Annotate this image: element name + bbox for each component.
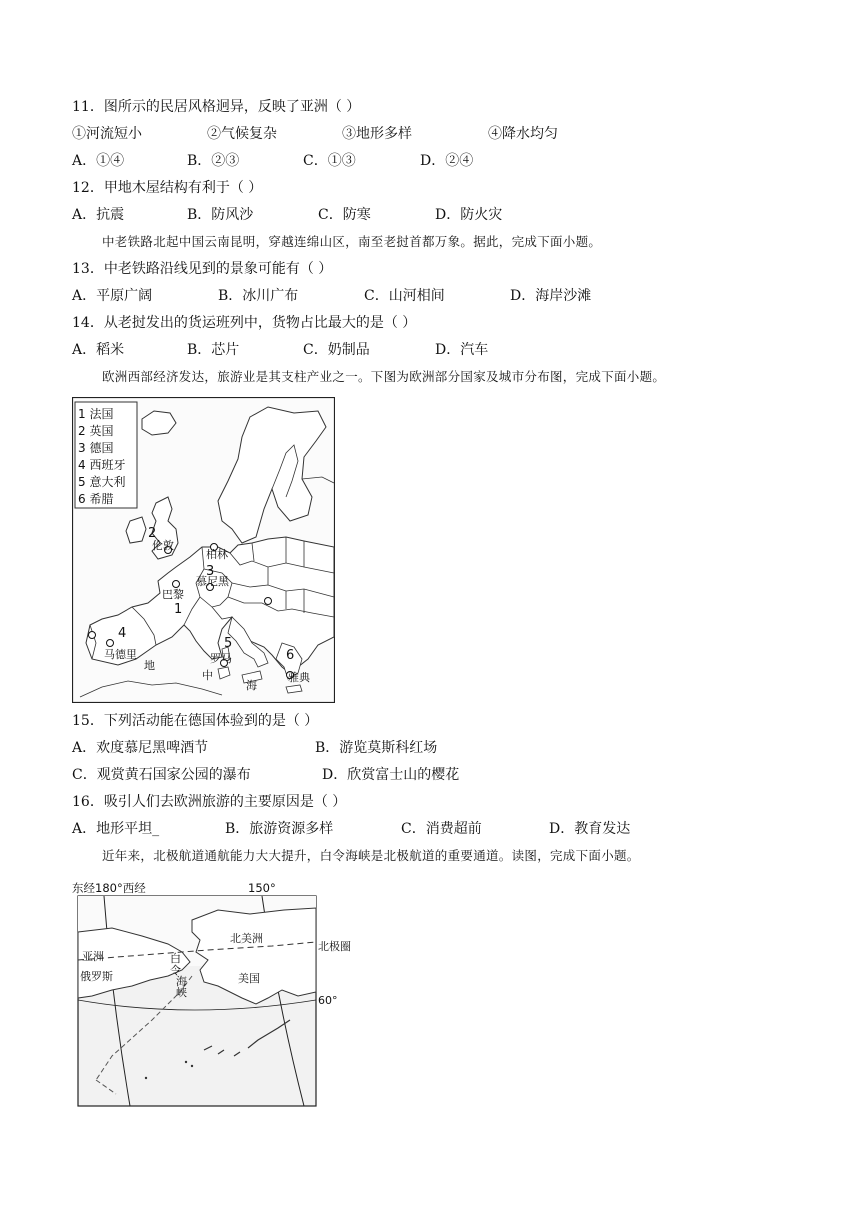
legend-item-4: 4 西班牙 bbox=[78, 458, 126, 472]
q11-option-a: A．①④ bbox=[72, 153, 125, 169]
q15-option-a: A．欢度慕尼黑啤酒节 bbox=[72, 740, 209, 756]
strait-char-4: 峡 bbox=[176, 986, 187, 999]
asia-label: 亚洲 bbox=[82, 950, 104, 963]
q13-option-d: D．海岸沙滩 bbox=[510, 288, 592, 304]
latitude-60-label: 60° bbox=[318, 994, 338, 1007]
q13-option-c: C．山河相间 bbox=[364, 288, 445, 304]
q16-option-a: A．地形平坦_ bbox=[72, 821, 160, 837]
question-11-stem: 11．图所示的民居风格迥异，反映了亚洲（ ） bbox=[72, 99, 361, 115]
q14-option-a: A．稻米 bbox=[72, 342, 125, 358]
q12-option-a: A．抗震 bbox=[72, 207, 125, 223]
longitude-150-label: 150° bbox=[248, 881, 276, 895]
q14-option-b: B．芯片 bbox=[187, 342, 240, 358]
q12-option-b: B．防风沙 bbox=[187, 207, 254, 223]
q16-option-c: C．消费超前 bbox=[401, 821, 482, 837]
sea-label-hai: 海 bbox=[246, 679, 257, 692]
legend-item-6: 6 希腊 bbox=[78, 492, 114, 506]
strait-char-1: 白 bbox=[170, 952, 181, 965]
city-rome: 罗马 bbox=[210, 652, 232, 665]
question-12-stem: 12．甲地木屋结构有利于（ ） bbox=[72, 180, 263, 196]
north-america-label: 北美洲 bbox=[230, 932, 263, 945]
q15-option-c: C．观赏黄石国家公园的瀑布 bbox=[72, 767, 251, 783]
q12-option-d: D．防火灾 bbox=[435, 207, 503, 223]
arctic-circle-label: 北极圈 bbox=[318, 940, 351, 953]
q14-option-c: C．奶制品 bbox=[303, 342, 370, 358]
q15-option-b: B．游览莫斯科红场 bbox=[315, 740, 438, 756]
q11-option-d: D．②④ bbox=[420, 153, 474, 169]
q11-option-b: B．②③ bbox=[187, 153, 240, 169]
q15-option-d: D．欣赏富士山的樱花 bbox=[322, 767, 460, 783]
question-13-stem: 13．中老铁路沿线见到的景象可能有（ ） bbox=[72, 261, 333, 277]
city-berlin: 柏林 bbox=[206, 548, 228, 561]
russia-label: 俄罗斯 bbox=[80, 970, 113, 983]
question-16-stem: 16．吸引人们去欧洲旅游的主要原因是（ ） bbox=[72, 794, 347, 810]
q12-option-c: C．防寒 bbox=[318, 207, 371, 223]
legend-item-3: 3 德国 bbox=[78, 441, 114, 455]
city-madrid: 马德里 bbox=[104, 648, 137, 661]
country-number-4: 4 bbox=[118, 626, 127, 641]
intro-13-14: 中老铁路北起中国云南昆明，穿越连绵山区，南至老挝首都万象。据此，完成下面小题。 bbox=[102, 234, 602, 249]
city-munich: 慕尼黑 bbox=[196, 575, 229, 588]
q16-option-b: B．旅游资源多样 bbox=[225, 821, 334, 837]
country-number-1: 1 bbox=[174, 602, 183, 617]
q11-item-4: ④降水均匀 bbox=[488, 126, 558, 142]
q11-item-2: ②气候复杂 bbox=[207, 126, 277, 142]
q11-item-3: ③地形多样 bbox=[342, 126, 412, 142]
intro-17: 近年来，北极航道通航能力大大提升，白令海峡是北极航道的重要通道。读图，完成下面小题。 bbox=[102, 848, 640, 863]
question-14-stem: 14．从老挝发出的货运班列中，货物占比最大的是（ ） bbox=[72, 315, 417, 331]
q11-item-1: ①河流短小 bbox=[72, 126, 142, 142]
question-15-stem: 15．下列活动能在德国体验到的是（ ） bbox=[72, 713, 319, 729]
meridian-label: 东经180°西经 bbox=[72, 881, 146, 895]
strait-char-3: 海 bbox=[176, 975, 187, 988]
sea-label-zhong: 中 bbox=[202, 669, 213, 682]
legend-item-1: 1 法国 bbox=[78, 407, 114, 421]
city-paris: 巴黎 bbox=[162, 588, 184, 601]
q14-option-d: D．汽车 bbox=[435, 342, 489, 358]
q13-option-b: B．冰川广布 bbox=[218, 288, 299, 304]
q13-option-a: A．平原广阔 bbox=[72, 288, 153, 304]
country-number-3: 3 bbox=[206, 564, 215, 579]
europe-map bbox=[72, 397, 335, 703]
city-athens: 雅典 bbox=[288, 671, 310, 684]
country-number-5: 5 bbox=[224, 636, 233, 651]
city-london: 伦敦 bbox=[152, 539, 174, 552]
q16-option-d: D．教育发达 bbox=[549, 821, 631, 837]
country-number-2: 2 bbox=[148, 526, 157, 541]
usa-label: 美国 bbox=[238, 972, 260, 985]
intro-15-16: 欧洲西部经济发达，旅游业是其支柱产业之一。下图为欧洲部分国家及城市分布图，完成下面小题。 bbox=[102, 369, 666, 384]
bering-strait-map bbox=[72, 880, 360, 1108]
country-number-6: 6 bbox=[286, 648, 295, 663]
q11-option-c: C．①③ bbox=[303, 153, 356, 169]
legend-item-5: 5 意大利 bbox=[78, 475, 126, 489]
legend-item-2: 2 英国 bbox=[78, 424, 114, 438]
strait-char-2: 令 bbox=[170, 964, 181, 977]
sea-label-di: 地 bbox=[144, 659, 155, 672]
